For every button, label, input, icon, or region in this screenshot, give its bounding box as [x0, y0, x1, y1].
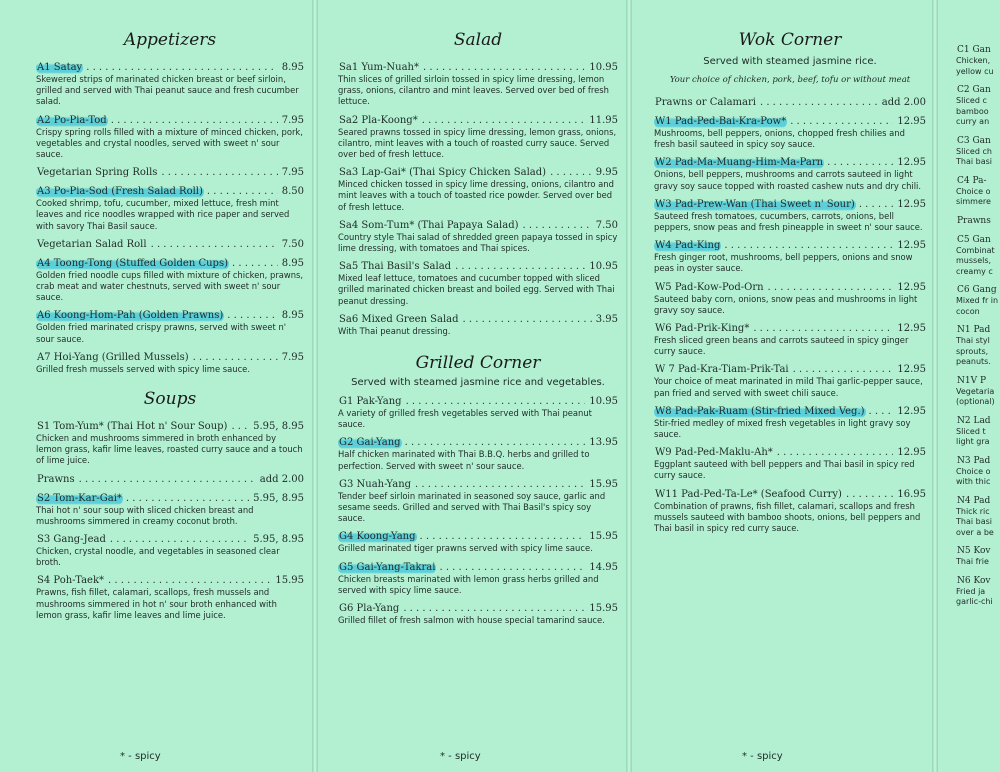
- soups-list: [36, 421, 304, 621]
- salad-panel: [318, 0, 626, 772]
- menu-item: [956, 84, 1000, 128]
- menu-item-price: 15.95: [589, 531, 618, 543]
- spicy-note: * - spicy: [742, 751, 783, 762]
- menu-item-description: Half chicken marinated with Thai B.B.Q. herbs and grilled to perfection. Served with sweet n' sour sauce.: [338, 449, 590, 471]
- menu-item-description: Tender beef sirloin marinated in seasoned soy sauce, garlic and sesame seeds. Grilled and served with Thai Basil's spicy soy sauce.: [338, 490, 606, 524]
- menu-item-price: 7.50: [281, 238, 304, 250]
- menu-item-description: Chicken, crystal noodle, and vegetables in seasoned clear broth.: [36, 546, 280, 568]
- menu-item: [36, 167, 304, 179]
- menu-item-name: Sa2 Pla-Koong*: [339, 114, 418, 126]
- menu-item-description: Thin slices of grilled sirloin tossed in spicy lime dressing, lemon grass, onions, cilantro and mint leaves. Served over bed of fresh lettuce.: [338, 74, 609, 107]
- menu-item-price: 7.95: [281, 351, 304, 363]
- leader-dots: [760, 97, 878, 109]
- wok-list: [654, 97, 926, 534]
- leader-dots: [859, 199, 894, 211]
- menu-item: [956, 375, 1000, 408]
- menu-item-name: W4 Pad-King: [655, 240, 721, 252]
- menu-item-name: W5 Pad-Kow-Pod-Orn: [655, 281, 764, 293]
- menu-item: [36, 575, 304, 621]
- menu-item-row: [654, 157, 926, 169]
- menu-item-price: 7.50: [595, 219, 618, 231]
- menu-item-row: [338, 562, 618, 574]
- menu-item-description: Mixed leaf lettuce, tomatoes and cucumber topped with sliced grilled marinated chicken breast and boiled egg. Served with Thai peanut dressing.: [338, 273, 615, 306]
- menu-item-description: Combination of prawns, fish fillet, calamari, scallops and fresh mussels sauteed with bamboo shoots, onions, bell peppers and Thai basil in spicy red curry sauce.: [654, 500, 921, 534]
- menu-item-row: [956, 234, 1000, 246]
- menu-item-name: G3 Nuah-Yang: [339, 478, 412, 490]
- menu-item-row: [338, 314, 618, 326]
- menu-item-row: [654, 406, 926, 418]
- menu-item: [956, 234, 1000, 278]
- menu-item: [654, 199, 926, 233]
- menu-item-name: S1 Tom-Yum* (Thai Hot n' Sour Soup): [37, 421, 228, 433]
- menu-item-description: Choice o simmere: [956, 186, 991, 206]
- menu-item-row: [956, 44, 1000, 56]
- menu-item: [654, 323, 926, 357]
- leader-dots: [523, 220, 592, 232]
- menu-item-price: 5.95, 8.95: [253, 421, 304, 433]
- menu-item-name: Prawns: [37, 473, 75, 485]
- menu-item-name: A1 Satay: [37, 62, 83, 73]
- leader-dots: [724, 240, 893, 252]
- menu-item-name: W6 Pad-Prik-King*: [655, 323, 750, 335]
- leader-dots: [403, 603, 585, 615]
- menu-item-row: [338, 115, 618, 127]
- menu-item-row: [36, 352, 304, 364]
- menu-item: [654, 97, 926, 109]
- menu-item: [338, 603, 618, 626]
- menu-item: [956, 415, 1000, 448]
- leader-dots: [108, 575, 271, 587]
- menu-item-row: [36, 421, 304, 433]
- menu-item-name: A6 Koong-Hom-Pah (Golden Prawns): [37, 310, 224, 322]
- curry-noodle-panel: [938, 0, 1000, 772]
- menu-item-row: [654, 447, 926, 459]
- menu-item-row: [654, 489, 926, 501]
- menu-item-description: Grilled fillet of fresh salmon with house special tamarind sauce.: [338, 615, 605, 626]
- menu-item-price: 12.95: [897, 364, 926, 376]
- menu-item-description: Country style Thai salad of shredded green papaya tossed in spicy lime dressing, with tomatoes and Thai spices.: [338, 231, 618, 254]
- leader-dots: [768, 282, 894, 294]
- menu-item-price: add 2.00: [881, 97, 926, 108]
- menu-item-name: Prawns: [957, 215, 991, 226]
- menu-item-description: Golden fried marinated crispy prawns, served with sweet n' sour sauce.: [36, 322, 287, 344]
- menu-item-name: C1 Gan: [957, 45, 991, 55]
- leader-dots: [161, 167, 277, 179]
- menu-item-row: [36, 493, 304, 505]
- menu-item: [36, 186, 304, 232]
- menu-item: [654, 447, 926, 481]
- menu-item-description: Chicken breasts marinated with lemon grass herbs grilled and served with spicy lime sauce.: [338, 573, 599, 595]
- menu-item: [36, 534, 304, 568]
- menu-item-row: [956, 415, 1000, 427]
- menu-item-row: [36, 258, 304, 270]
- menu-item-name: S4 Poh-Taek*: [37, 575, 105, 587]
- menu-item-row: [36, 115, 304, 127]
- menu-item-row: [654, 323, 926, 335]
- menu-item-name: C2 Gan: [957, 85, 991, 95]
- menu-item: [338, 314, 618, 337]
- menu-item-row: [338, 603, 618, 615]
- leader-dots: [232, 258, 278, 270]
- menu-item-name: Vegetarian Salad Roll: [37, 238, 147, 250]
- menu-item-name: A4 Toong-Tong (Stuffed Golden Cups): [37, 257, 228, 269]
- menu-item-row: [654, 364, 926, 376]
- menu-item: [36, 421, 304, 467]
- menu-item-description: Skewered strips of marinated chicken breast or beef sirloin, grilled and served with Thai peanut sauce and fresh cucumber salad.: [36, 74, 299, 107]
- menu-item: [654, 157, 926, 191]
- wok-title: Wok Corner: [738, 30, 842, 50]
- leader-dots: [207, 186, 278, 198]
- menu-item-price: 9.95: [595, 167, 618, 179]
- menu-item-description: Mushrooms, bell peppers, onions, chopped fresh chilies and fresh basil sauteed in spicy soy sauce.: [654, 128, 905, 150]
- spicy-note: * - spicy: [440, 751, 481, 762]
- menu-item: [956, 215, 1000, 227]
- menu-item-row: [956, 324, 1000, 336]
- menu-item: [36, 352, 304, 375]
- menu-item-row: [338, 479, 618, 491]
- leader-dots: [110, 534, 249, 546]
- menu-item-name: W9 Pad-Ped-Maklu-Ah*: [655, 447, 773, 459]
- leader-dots: [463, 314, 592, 326]
- salad-list: [338, 62, 618, 337]
- menu-item-description: Prawns, fish fillet, calamari, scallops, fresh mussels and mushrooms simmered in hot n' sour broth enhanced with lemon grass, kafir lime leaves and lime juice.: [36, 587, 277, 620]
- menu-item-name: Prawns or Calamari: [655, 97, 756, 108]
- menu-item-price: add 2.00: [259, 473, 304, 485]
- menu-item-name: A2 Po-Pia-Tod: [37, 114, 107, 126]
- menu-item-name: N4 Pad: [957, 495, 991, 506]
- menu-item: [338, 62, 618, 108]
- salad-title: Salad: [453, 30, 503, 50]
- menu-item-row: [956, 175, 1000, 187]
- menu-item-name: W2 Pad-Ma-Muang-Him-Ma-Parn: [655, 157, 824, 169]
- menu-item-row: [654, 199, 926, 211]
- menu-item-row: [654, 282, 926, 294]
- menu-item-price: 7.95: [281, 114, 304, 126]
- menu-item-description: Sauteed baby corn, onions, snow peas and mushrooms in light gravy soy sauce.: [654, 293, 918, 315]
- menu-item-name: N1V P: [957, 375, 987, 386]
- leader-dots: [406, 396, 586, 408]
- menu-item: [654, 282, 926, 316]
- menu-item-description: Fresh sliced green beans and carrots sauteed in spicy ginger curry sauce.: [654, 335, 909, 357]
- menu-item-row: [36, 239, 304, 251]
- menu-item: [956, 495, 1000, 539]
- menu-item-description: Golden fried noodle cups filled with mixture of chicken, prawns, crab meat and water chestnuts, served with sweet n' sour sauce.: [36, 269, 304, 303]
- menu-item-description: Stir-fried medley of mixed fresh vegetables in light gravy soy sauce.: [654, 417, 911, 440]
- leader-dots: [193, 352, 278, 364]
- leader-dots: [111, 115, 278, 127]
- menu-item-row: [956, 284, 1000, 296]
- wok-choice-note: Your choice of chicken, pork, beef, tofu or without meat: [669, 75, 911, 85]
- menu-item-description: Sliced t light gra: [956, 426, 990, 446]
- leader-dots: [550, 167, 592, 179]
- menu-item: [654, 364, 926, 398]
- menu-item-name: Vegetarian Spring Rolls: [37, 167, 158, 179]
- menu-item-description: Eggplant sauteed with bell peppers and Thai basil in spicy red curry sauce.: [654, 459, 915, 481]
- menu-item-description: Fried ja garlic-chi: [956, 586, 993, 606]
- menu-item-price: 3.95: [595, 313, 618, 325]
- menu-item-description: Sliced c bamboo curry an: [956, 96, 990, 126]
- menu-item-description: Combinat mussels, creamy c: [956, 245, 995, 276]
- leader-dots: [869, 406, 894, 418]
- menu-item-description: Thai frie: [956, 557, 989, 566]
- menu-item-name: G1 Pak-Yang: [339, 396, 402, 408]
- menu-item: [654, 406, 926, 440]
- menu-item-price: 15.95: [275, 575, 304, 587]
- menu-item-name: W3 Pad-Prew-Wan (Thai Sweet n' Sour): [655, 198, 855, 210]
- menu-item: [36, 115, 304, 161]
- menu-item: [956, 455, 1000, 488]
- menu-item-price: 10.95: [589, 396, 618, 408]
- appetizers-list: [36, 62, 304, 375]
- menu-item-name: G4 Koong-Yang: [339, 531, 416, 543]
- leader-dots: [827, 157, 893, 169]
- menu-item-description: Fresh ginger root, mushrooms, bell peppers, onions and snow peas in oyster sauce.: [654, 252, 913, 274]
- menu-item-name: Sa3 Lap-Gai* (Thai Spicy Chicken Salad): [339, 167, 547, 179]
- leader-dots: [405, 437, 586, 449]
- menu-item: [338, 437, 618, 471]
- menu-item-price: 16.95: [897, 488, 926, 500]
- menu-item: [36, 258, 304, 304]
- menu-item-name: Sa5 Thai Basil's Salad: [339, 261, 452, 273]
- menu-item-name: N5 Kov: [957, 546, 991, 556]
- menu-item: [654, 116, 926, 150]
- menu-item-row: [36, 575, 304, 587]
- menu-item-price: 8.50: [281, 186, 304, 198]
- menu-item-row: [956, 84, 1000, 96]
- menu-item-description: Cooked shrimp, tofu, cucumber, mixed lettuce, fresh mint leaves and rice noodles wrapped with rice paper and served with savory Thai Basil sauce.: [36, 198, 290, 231]
- leader-dots: [790, 116, 893, 128]
- menu-item-name: S2 Tom-Kar-Gai*: [37, 492, 122, 504]
- menu-item-name: Sa6 Mixed Green Salad: [339, 313, 459, 325]
- wok-subtitle: Served with steamed jasmine rice.: [703, 56, 877, 67]
- menu-item: [956, 324, 1000, 368]
- menu-item: [338, 531, 618, 554]
- menu-item-row: [36, 474, 304, 486]
- menu-item-description: Minced chicken tossed in spicy lime dressing, onions, cilantro and mint leaves with a touch of toasted rice powder. Served over bed of fresh lettuce.: [338, 179, 614, 212]
- leader-dots: [415, 479, 585, 491]
- menu-item-price: 12.95: [897, 447, 926, 459]
- menu-item-description: Seared prawns tossed in spicy lime dressing, lemon grass, onions, cilantro, mint leaves with a touch of roasted curry sauce. Served over bed of fresh lettuce.: [338, 126, 617, 160]
- menu-item-row: [36, 62, 304, 74]
- menu-item-price: 5.95, 8.95: [253, 534, 304, 546]
- menu-item-description: Crispy spring rolls filled with a mixture of minced chicken, pork, vegetables and crystal noodles, served with sweet n' sour sauce.: [36, 126, 303, 160]
- menu-item-price: 14.95: [589, 561, 618, 573]
- leader-dots: [423, 62, 585, 74]
- menu-item-name: G5 Gai-Yang-Takrai: [339, 561, 436, 573]
- menu-item-row: [654, 97, 926, 109]
- menu-item-description: With Thai peanut dressing.: [338, 325, 451, 336]
- menu-item-row: [956, 375, 1000, 387]
- leader-dots: [793, 364, 894, 376]
- menu-item-price: 12.95: [897, 198, 926, 210]
- menu-item-name: Sa1 Yum-Nuah*: [339, 62, 419, 73]
- menu-item-description: Thai styl sprouts, peanuts.: [956, 336, 991, 366]
- menu-item-name: A3 Po-Pia-Sod (Fresh Salad Roll): [37, 186, 203, 198]
- leader-dots: [846, 489, 893, 501]
- menu-item: [956, 44, 1000, 77]
- menu-item: [956, 135, 1000, 168]
- menu-item-name: C4 Pa-: [957, 175, 987, 186]
- menu-item-price: 12.95: [897, 281, 926, 293]
- menu-item: [36, 239, 304, 251]
- menu-item: [338, 167, 618, 213]
- menu-item-price: 8.95: [281, 62, 304, 73]
- menu-item-row: [654, 116, 926, 128]
- menu-item: [956, 175, 1000, 208]
- grilled-title: Grilled Corner: [415, 353, 541, 374]
- leader-dots: [231, 421, 249, 433]
- menu-item: [956, 284, 1000, 317]
- menu-item: [36, 493, 304, 527]
- menu-item-row: [338, 261, 618, 273]
- grilled-subtitle: Served with steamed jasmine rice and vegetables.: [351, 377, 605, 389]
- menu-item-row: [338, 531, 618, 543]
- menu-item-row: [338, 62, 618, 74]
- curry-noodle-list: [956, 44, 1000, 608]
- menu-item: [36, 310, 304, 344]
- menu-item-price: 12.95: [897, 157, 926, 169]
- menu-item-name: W 7 Pad-Kra-Tiam-Prik-Tai: [655, 364, 789, 376]
- menu-item-row: [956, 215, 1000, 227]
- menu-item-row: [956, 455, 1000, 467]
- menu-item-name: Sa4 Som-Tum* (Thai Papaya Salad): [339, 219, 519, 231]
- menu-item-name: W1 Pad-Ped-Bai-Kra-Pow*: [655, 116, 787, 127]
- menu-item-price: 10.95: [589, 62, 618, 73]
- menu-item-price: 12.95: [897, 116, 926, 127]
- leader-dots: [420, 531, 586, 543]
- menu-item: [956, 575, 1000, 608]
- menu-item: [36, 474, 304, 486]
- menu-item: [338, 479, 618, 525]
- menu-item-description: Sauteed fresh tomatoes, cucumbers, carrots, onions, bell peppers, snow peas and fresh pineapple in sweet n' sour sauce.: [654, 210, 923, 233]
- menu-item-name: S3 Gang-Jead: [37, 534, 106, 546]
- menu-item-price: 11.95: [589, 114, 618, 126]
- spicy-note: * - spicy: [120, 751, 161, 762]
- menu-item-description: Chicken, yellow cu: [956, 56, 994, 76]
- menu-item-row: [36, 167, 304, 179]
- menu-item: [338, 261, 618, 307]
- menu-item-row: [956, 135, 1000, 147]
- menu-item-price: 15.95: [589, 478, 618, 490]
- menu-item-name: N1 Pad: [957, 325, 991, 335]
- leader-dots: [126, 493, 249, 505]
- menu-item-row: [338, 437, 618, 449]
- menu-item-price: 13.95: [589, 437, 618, 449]
- menu-item-description: A variety of grilled fresh vegetables served with Thai peanut sauce.: [338, 408, 592, 430]
- menu-item-name: C5 Gan: [957, 234, 991, 245]
- menu-item: [338, 396, 618, 430]
- menu-item-name: G2 Gai-Yang: [339, 437, 401, 449]
- leader-dots: [227, 310, 277, 322]
- menu-item-description: Sliced ch Thai basi: [956, 146, 992, 166]
- menu-item-price: 12.95: [897, 405, 926, 417]
- menu-item: [36, 62, 304, 108]
- leader-dots: [455, 261, 585, 273]
- grilled-list: [338, 396, 618, 626]
- menu-item-description: Mixed fr in cocon: [956, 296, 999, 316]
- menu-item-description: Thai hot n' sour soup with sliced chicken breast and mushrooms simmered in creamy coconut broth.: [36, 504, 254, 526]
- menu-item-name: G6 Pla-Yang: [339, 603, 400, 615]
- menu-item-name: N2 Lad: [957, 415, 991, 426]
- menu-item-description: Vegetaria (optional): [956, 386, 995, 406]
- menu-item-row: [956, 575, 1000, 587]
- menu-item-price: 10.95: [589, 261, 618, 273]
- appetizers-panel: [0, 0, 312, 772]
- menu-item-price: 7.95: [281, 167, 304, 179]
- menu-item-row: [338, 220, 618, 232]
- menu-item: [338, 220, 618, 254]
- menu-item-description: Onions, bell peppers, mushrooms and carrots sauteed in light gravy soy sauce topped with roasted cashew nuts and dry chili.: [654, 169, 922, 191]
- menu-item-name: W8 Pad-Pak-Ruam (Stir-fried Mixed Veg.): [655, 405, 865, 417]
- menu-item-name: C6 Gang: [957, 285, 997, 295]
- menu-item-description: Grilled marinated tiger prawns served with spicy lime sauce.: [338, 543, 593, 554]
- menu-item-name: A7 Hoi-Yang (Grilled Mussels): [37, 351, 189, 363]
- leader-dots: [439, 562, 585, 574]
- menu-item-name: W11 Pad-Ped-Ta-Le* (Seafood Curry): [655, 488, 842, 500]
- leader-dots: [777, 447, 894, 459]
- menu-item: [956, 545, 1000, 568]
- menu-item-description: Grilled fresh mussels served with spicy lime sauce.: [36, 363, 250, 374]
- menu-item-price: 5.95, 8.95: [253, 492, 304, 504]
- menu-item-name: N6 Kov: [957, 575, 991, 586]
- menu-item: [338, 115, 618, 161]
- menu-item-description: Chicken and mushrooms simmered in broth enhanced by lemon grass, kafir lime leaves, roasted curry sauce and a touch of lime juice.: [36, 433, 303, 466]
- menu-item-description: Thick ric Thai basi over a be: [956, 506, 994, 537]
- appetizers-title: Appetizers: [123, 30, 217, 50]
- menu-item: [654, 489, 926, 535]
- leader-dots: [422, 115, 586, 127]
- menu-item-description: Choice o with thic: [956, 466, 991, 486]
- menu-item-row: [36, 310, 304, 322]
- menu-item-name: C3 Gan: [957, 135, 991, 146]
- leader-dots: [753, 323, 893, 335]
- menu-item-price: 8.95: [281, 310, 304, 322]
- menu-item: [654, 240, 926, 274]
- soups-title: Soups: [143, 389, 197, 410]
- menu-item-price: 8.95: [281, 257, 304, 269]
- menu-item-row: [338, 167, 618, 179]
- menu-item: [338, 562, 618, 596]
- menu-item-row: [36, 534, 304, 546]
- leader-dots: [151, 239, 278, 251]
- wok-panel: [632, 0, 932, 772]
- menu-item-row: [654, 240, 926, 252]
- leader-dots: [86, 62, 278, 74]
- menu-item-price: 12.95: [897, 323, 926, 335]
- menu-item-row: [956, 545, 1000, 557]
- menu-item-price: 12.95: [897, 240, 926, 252]
- menu-item-price: 15.95: [589, 603, 618, 615]
- leader-dots: [79, 474, 256, 486]
- menu-item-name: N3 Pad: [957, 455, 991, 466]
- menu-item-row: [956, 495, 1000, 507]
- menu-item-row: [338, 396, 618, 408]
- menu-item-description: Your choice of meat marinated in mild Thai garlic-pepper sauce, pan fried and served with sweet chili sauce.: [654, 376, 923, 398]
- menu-item-row: [36, 186, 304, 198]
